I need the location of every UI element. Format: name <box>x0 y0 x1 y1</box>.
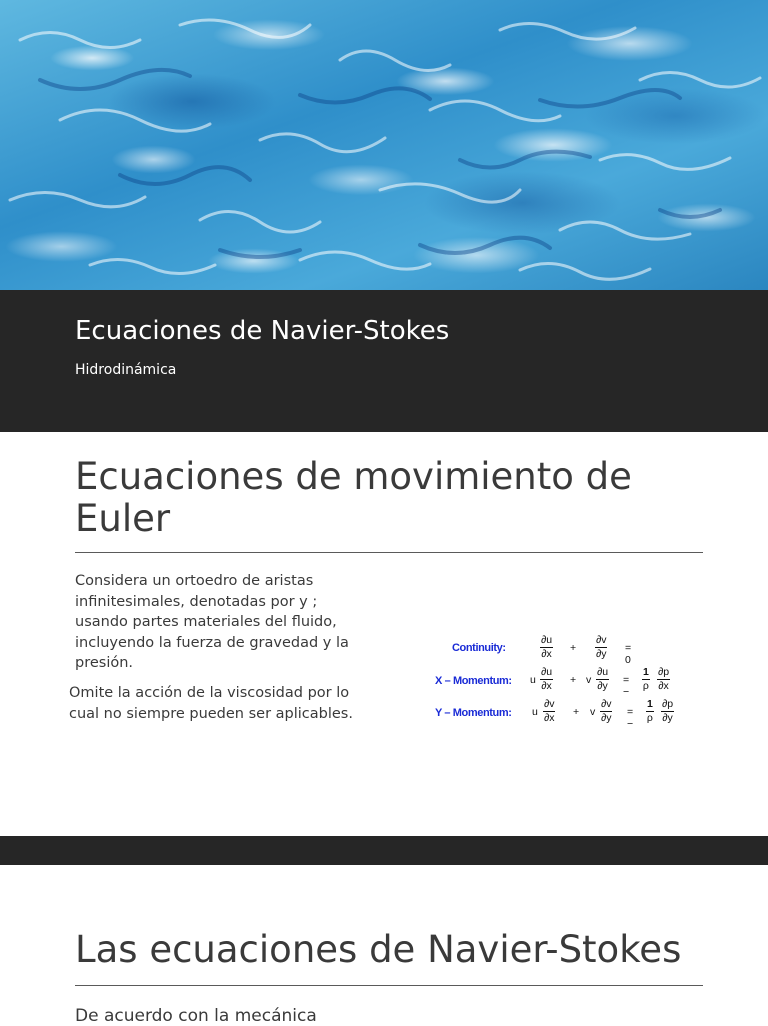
navier-slide-heading: Las ecuaciones de Navier-Stokes <box>75 928 682 971</box>
water-hero-image <box>0 0 768 290</box>
euler-heading-rule <box>75 552 703 553</box>
y-momentum-label: Y – Momentum: <box>435 707 512 719</box>
euler-slide-heading: Ecuaciones de movimiento de Euler <box>75 455 632 540</box>
slide-divider-band <box>0 836 768 865</box>
navier-heading-rule <box>75 985 703 986</box>
euler-paragraph-1: Considera un ortoedro de aristas infinitesimales, denotadas por y ; usando partes materiales del fluido, incluyendo la fuerza de gravedad y la presión. <box>75 573 349 671</box>
presentation-subtitle: Hidrodinámica <box>75 362 177 378</box>
presentation-title: Ecuaciones de Navier-Stokes <box>75 316 450 346</box>
navier-paragraph: De acuerdo con la mecánica <box>75 1006 317 1026</box>
euler-paragraph-2: Omite la acción de la viscosidad por lo cual no siempre pueden ser aplicables. <box>69 685 353 722</box>
continuity-label: Continuity: <box>452 642 506 654</box>
continuity-term-1: $\frac{\partial u}{\partial x}$ <box>541 634 553 660</box>
x-momentum-label: X – Momentum: <box>435 675 512 687</box>
water-ripples <box>0 0 768 290</box>
title-band <box>0 290 768 432</box>
continuity-term-2: $\frac{\partial v}{\partial y}$ <box>596 634 607 660</box>
euler-equations-figure: Continuity: X – Momentum: Y – Momentum: $\frac{\partial u}{\partial x}$ + $\frac{\partial v}{\partial y}$ = 0 u $\frac{\partial u}{\partial x}$ + v $\frac{\partial u}{\partial y}$ = − $\frac{1}{\rho}$ $\frac{\partial p}{\partial x}$ u $\frac{\partial v}{\partial x}$ + v $\frac{\partial v}{\partial y}$ = − $\frac{1}{\rho}$ $\frac{\partial p}{\partial y}$ <box>435 634 674 730</box>
